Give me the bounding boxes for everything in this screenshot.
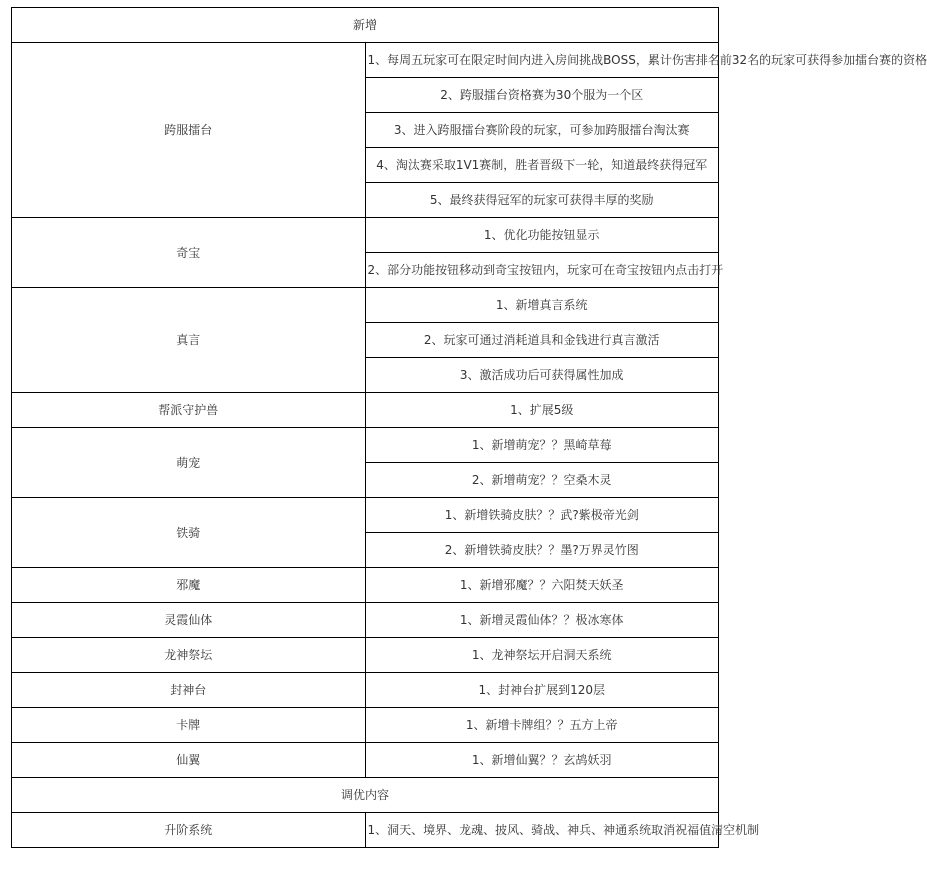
table-row xyxy=(12,638,719,673)
category-cell-mengchong: 萌宠 xyxy=(12,428,366,498)
category-cell-qibao: 奇宝 xyxy=(12,218,366,288)
table-row xyxy=(12,43,719,78)
section-header-optimize: 调优内容 xyxy=(12,778,719,813)
item-cell: 1、新增真言系统 xyxy=(365,288,719,323)
category-cell-kapai: 卡牌 xyxy=(12,708,366,743)
table-row xyxy=(12,673,719,708)
table-row xyxy=(12,708,719,743)
category-cell-xianyi: 仙翼 xyxy=(12,743,366,778)
section-row-new xyxy=(12,8,719,43)
category-cell-kuafu: 跨服擂台 xyxy=(12,43,366,218)
item-cell: 2、跨服擂台资格赛为30个服为一个区 xyxy=(365,78,719,113)
item-cell: 1、新增灵霞仙体？？极冰寒体 xyxy=(365,603,719,638)
item-cell: 2、部分功能按钮移动到奇宝按钮内，玩家可在奇宝按钮内点击打开 xyxy=(365,253,719,288)
update-notes-table xyxy=(11,7,927,848)
section-row-optimize xyxy=(12,778,719,813)
table-row xyxy=(12,218,719,253)
category-cell-zhenyan: 真言 xyxy=(12,288,366,393)
item-cell: 1、每周五玩家可在限定时间内进入房间挑战BOSS，累计伤害排名前32名的玩家可获得参加擂台赛的资格 xyxy=(365,43,719,78)
item-cell: 2、新增铁骑皮肤？？墨?万界灵竹图 xyxy=(365,533,719,568)
table-row xyxy=(12,743,719,778)
item-cell: 1、洞天、境界、龙魂、披风、骑战、神兵、神通系统取消祝福值清空机制 xyxy=(365,813,719,848)
category-cell-fengshen: 封神台 xyxy=(12,673,366,708)
item-cell: 1、新增卡牌组？？五方上帝 xyxy=(365,708,719,743)
item-cell: 4、淘汰赛采取1V1赛制，胜者晋级下一轮，知道最终获得冠军 xyxy=(365,148,719,183)
section-header-new: 新增 xyxy=(12,8,719,43)
category-cell-xiemo: 邪魔 xyxy=(12,568,366,603)
item-cell: 1、优化功能按钮显示 xyxy=(365,218,719,253)
table-row xyxy=(12,288,719,323)
table-row xyxy=(12,568,719,603)
category-cell-bangpai: 帮派守护兽 xyxy=(12,393,366,428)
item-cell: 1、新增仙翼？？玄鸪妖羽 xyxy=(365,743,719,778)
item-cell: 2、新增萌宠？？空桑木灵 xyxy=(365,463,719,498)
item-cell: 1、封神台扩展到120层 xyxy=(365,673,719,708)
table-row xyxy=(12,393,719,428)
table-row xyxy=(12,603,719,638)
category-cell-shengjie: 升阶系统 xyxy=(12,813,366,848)
item-cell: 1、新增铁骑皮肤？？武?紫极帝光剑 xyxy=(365,498,719,533)
item-cell: 1、新增萌宠？？黑崎草莓 xyxy=(365,428,719,463)
category-cell-longshen: 龙神祭坛 xyxy=(12,638,366,673)
item-cell: 3、进入跨服擂台赛阶段的玩家，可参加跨服擂台淘汰赛 xyxy=(365,113,719,148)
item-cell: 1、扩展5级 xyxy=(365,393,719,428)
item-cell: 1、龙神祭坛开启洞天系统 xyxy=(365,638,719,673)
table-row xyxy=(12,813,719,848)
category-cell-tieqi: 铁骑 xyxy=(12,498,366,568)
table-row xyxy=(12,428,719,463)
item-cell: 2、玩家可通过消耗道具和金钱进行真言激活 xyxy=(365,323,719,358)
item-cell: 5、最终获得冠军的玩家可获得丰厚的奖励 xyxy=(365,183,719,218)
category-cell-lingxia: 灵霞仙体 xyxy=(12,603,366,638)
item-cell: 3、激活成功后可获得属性加成 xyxy=(365,358,719,393)
table-row xyxy=(12,498,719,533)
item-cell: 1、新增邪魔？？六阳焚天妖圣 xyxy=(365,568,719,603)
